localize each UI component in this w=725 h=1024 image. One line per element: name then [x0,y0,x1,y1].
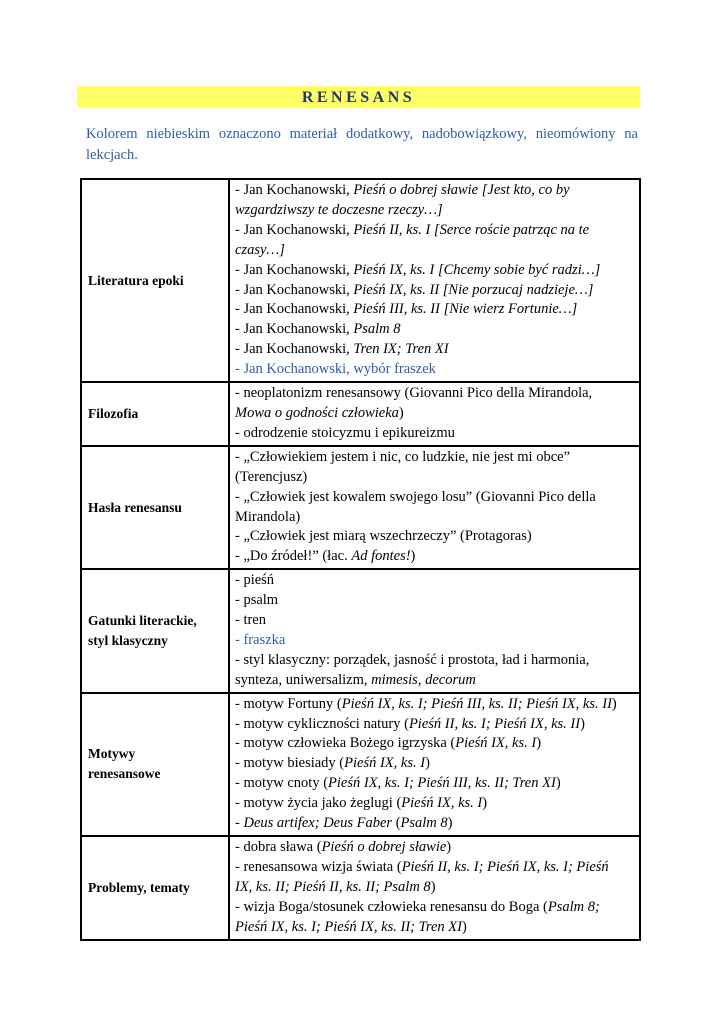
list-item: IX, ks. II; Pieśń II, ks. II; Psalm 8) [235,878,436,895]
row-header [81,569,229,692]
table-row [81,693,640,836]
list-item: Pieśń IX, ks. I; Pieśń IX, ks. II; Tren XI) [235,918,467,935]
list-item: wzgardziwszy te doczesne rzeczy…] [235,201,443,218]
list-item: - „Człowiek jest kowalem swojego losu” (Giovanni Pico della [235,488,596,505]
row-header [81,382,229,446]
row-header [81,836,229,940]
page-title: RENESANS [77,86,640,108]
table-row [81,569,640,692]
row-header [81,446,229,569]
row-header-label: Literatura epoki [88,272,184,288]
list-item: - motyw Fortuny (Pieśń IX, ks. I; Pieśń III, ks. II; Pieśń IX, ks. II) [235,695,617,712]
list-item: Mowa o godności człowieka) [235,404,404,421]
row-content [229,382,640,446]
row-content [229,446,640,569]
list-item: - neoplatonizm renesansowy (Giovanni Pico della Mirandola, [235,385,593,402]
row-header [81,179,229,382]
row-header-label: renesansowe [88,766,161,782]
table-row [81,382,640,446]
list-item: - dobra sława (Pieśń o dobrej sławie) [235,839,452,855]
list-item: - wizja Boga/stosunek człowieka renesansu do Boga (Psalm 8; [235,898,600,915]
list-item: (Terencjusz) [235,468,308,485]
list-item: - Jan Kochanowski, Psalm 8 [235,321,401,338]
list-item: - Jan Kochanowski, Pieśń IX, ks. I [Chcemy sobie być radzi…] [235,261,601,278]
row-content [229,836,640,940]
list-item: - renesansowa wizja świata (Pieśń II, ks. I; Pieśń IX, ks. I; Pieśń [235,858,609,875]
row-header-label: Hasła renesansu [88,499,182,515]
row-header-label: Problemy, tematy [88,879,190,895]
row-header-label: Gatunki literackie, [88,612,197,628]
row-header [81,693,229,836]
list-item: - Jan Kochanowski, Pieśń o dobrej sławie [Jest kto, co by [235,182,570,198]
list-item: - psalm [235,592,279,609]
row-header-label: styl klasyczny [88,632,168,648]
row-content [229,569,640,692]
row-content [229,179,640,382]
list-item: - styl klasyczny: porządek, jasność i prostota, ład i harmonia, [235,651,590,668]
list-item: - Jan Kochanowski, Pieśń III, ks. II [Nie wierz Fortunie…] [235,301,578,318]
list-item: - motyw człowieka Bożego igrzyska (Pieśń IX, ks. I) [235,735,542,752]
list-item: - „Człowiek jest miarą wszechrzeczy” (Protagoras) [235,528,532,545]
row-header-label: Filozofia [88,405,139,421]
list-item: - motyw cnoty (Pieśń IX, ks. I; Pieśń III, ks. II; Tren XI) [235,775,561,792]
list-item-additional: - fraszka [235,631,286,648]
table-row [81,446,640,569]
list-item: - „Do źródeł!” (łac. Ad fontes!) [235,548,416,565]
list-item: - pieśń [235,572,275,589]
table-row [81,179,640,382]
legend-note: Kolorem niebieskim oznaczono materiał dodatkowy, nadobowiązkowy, nieomówiony na lekcjach. [86,126,638,163]
list-item: - motyw cykliczności natury (Pieśń II, ks. I; Pieśń IX, ks. II) [235,715,585,732]
row-header-label: Motywy [88,746,136,762]
list-item: - Jan Kochanowski, Pieśń IX, ks. II [Nie porzucaj nadzieje…] [235,281,594,298]
row-content [229,693,640,836]
table-row [81,836,640,940]
list-item: - motyw życia jako żeglugi (Pieśń IX, ks. I) [235,795,488,812]
list-item: - „Człowiekiem jestem i nic, co ludzkie, nie jest mi obce” [235,448,571,465]
list-item: - Jan Kochanowski, Tren IX; Tren XI [235,341,449,358]
list-item: synteza, uniwersalizm, mimesis, decorum [235,671,476,688]
list-item: Mirandola) [235,508,301,525]
summary-table [80,178,641,941]
list-item: - Jan Kochanowski, Pieśń II, ks. I [Serce roście patrząc na te [235,221,590,238]
list-item: - odrodzenie stoicyzmu i epikureizmu [235,424,455,441]
list-item: - motyw biesiady (Pieśń IX, ks. I) [235,755,430,772]
list-item: - Deus artifex; Deus Faber (Psalm 8) [235,815,453,832]
list-item: - tren [235,612,266,629]
list-item-additional: - Jan Kochanowski, wybór fraszek [235,361,436,378]
list-item: czasy…] [235,241,285,258]
